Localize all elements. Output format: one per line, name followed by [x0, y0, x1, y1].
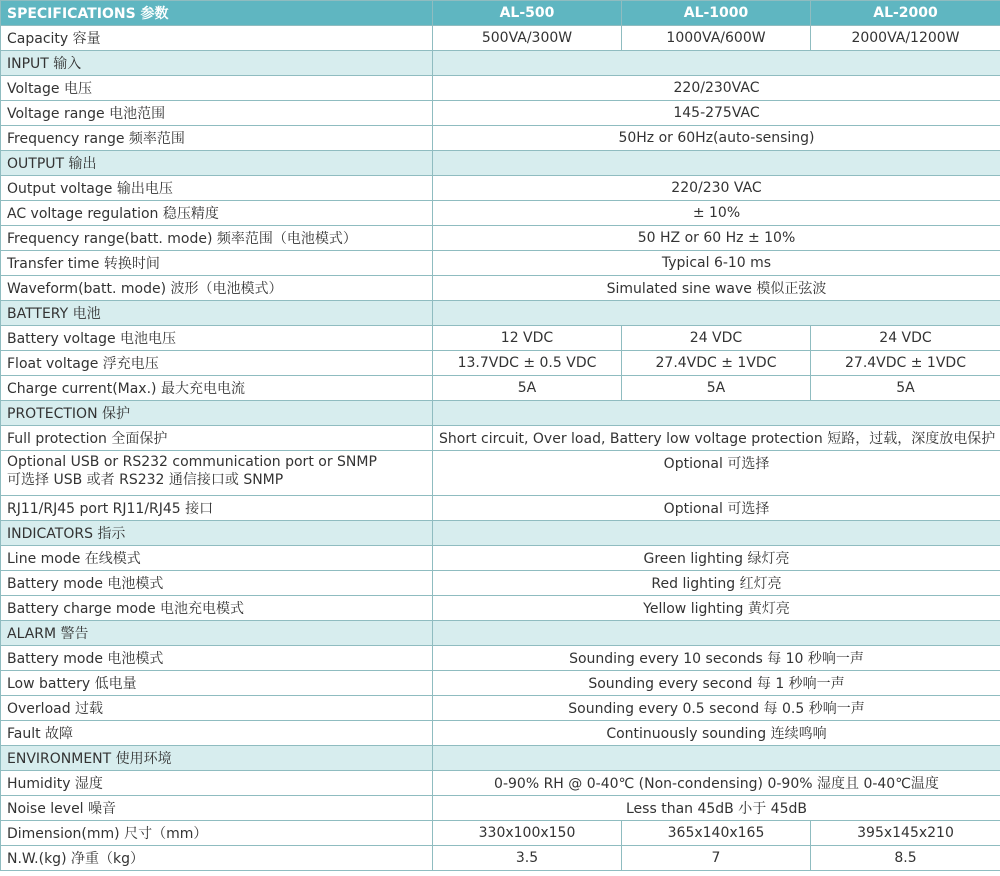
- charge-current-al2000: 5A: [811, 376, 1000, 401]
- voltage-range-value: 145-275VAC: [433, 101, 1000, 126]
- table-row: [1, 326, 1000, 351]
- section-fill: [433, 521, 1000, 546]
- input-voltage-label: Voltage 电压: [1, 76, 433, 101]
- table-row: [1, 76, 1000, 101]
- header-row: [1, 1, 1000, 26]
- float-voltage-label: Float voltage 浮充电压: [1, 351, 433, 376]
- weight-al2000: 8.5: [811, 846, 1000, 871]
- section-fill: [433, 401, 1000, 426]
- section-input: [1, 51, 1000, 76]
- section-title-input: INPUT 输入: [1, 51, 433, 76]
- section-fill: [433, 301, 1000, 326]
- battery-voltage-label: Battery voltage 电池电压: [1, 326, 433, 351]
- charge-mode-label: Battery charge mode 电池充电模式: [1, 596, 433, 621]
- model-header-al2000: AL-2000: [811, 1, 1000, 26]
- waveform-label: Waveform(batt. mode) 波形（电池模式）: [1, 276, 433, 301]
- full-protection-label: Full protection 全面保护: [1, 426, 433, 451]
- float-voltage-al500: 13.7VDC ± 0.5 VDC: [433, 351, 622, 376]
- alarm-battery-mode-value: Sounding every 10 seconds 每 10 秒响一声: [433, 646, 1000, 671]
- capacity-al500: 500VA/300W: [433, 26, 622, 51]
- capacity-label: Capacity 容量: [1, 26, 433, 51]
- frequency-batt-value: 50 HZ or 60 Hz ± 10%: [433, 226, 1000, 251]
- alarm-battery-mode-label: Battery mode 电池模式: [1, 646, 433, 671]
- low-battery-value: Sounding every second 每 1 秒响一声: [433, 671, 1000, 696]
- model-header-al500: AL-500: [433, 1, 622, 26]
- section-indicators: [1, 521, 1000, 546]
- frequency-batt-label: Frequency range(batt. mode) 频率范围（电池模式）: [1, 226, 433, 251]
- humidity-value: 0-90% RH @ 0-40℃ (Non-condensing) 0-90% 湿度且 0-40℃温度: [433, 771, 1000, 796]
- table-row: [1, 696, 1000, 721]
- section-title-environment: ENVIRONMENT 使用环境: [1, 746, 433, 771]
- charge-current-al1000: 5A: [622, 376, 811, 401]
- dimension-al500: 330x100x150: [433, 821, 622, 846]
- transfer-time-label: Transfer time 转换时间: [1, 251, 433, 276]
- dimension-label: Dimension(mm) 尺寸（mm）: [1, 821, 433, 846]
- output-voltage-label: Output voltage 输出电压: [1, 176, 433, 201]
- section-fill: [433, 746, 1000, 771]
- table-row: [1, 646, 1000, 671]
- transfer-time-value: Typical 6-10 ms: [433, 251, 1000, 276]
- overload-value: Sounding every 0.5 second 每 0.5 秒响一声: [433, 696, 1000, 721]
- input-voltage-value: 220/230VAC: [433, 76, 1000, 101]
- frequency-range-value: 50Hz or 60Hz(auto-sensing): [433, 126, 1000, 151]
- fault-value: Continuously sounding 连续鸣响: [433, 721, 1000, 746]
- table-row: [1, 276, 1000, 301]
- usb-port-label-en: Optional USB or RS232 communication port or SNMP: [7, 454, 377, 470]
- table-row: [1, 546, 1000, 571]
- weight-label: N.W.(kg) 净重（kg）: [1, 846, 433, 871]
- spec-header-label: SPECIFICATIONS 参数: [1, 1, 433, 26]
- table-row: [1, 101, 1000, 126]
- battery-voltage-al2000: 24 VDC: [811, 326, 1000, 351]
- section-title-indicators: INDICATORS 指示: [1, 521, 433, 546]
- voltage-range-label: Voltage range 电池范围: [1, 101, 433, 126]
- table-row: [1, 176, 1000, 201]
- float-voltage-al1000: 27.4VDC ± 1VDC: [622, 351, 811, 376]
- dimension-al2000: 395x145x210: [811, 821, 1000, 846]
- section-title-protection: PROTECTION 保护: [1, 401, 433, 426]
- ac-regulation-value: ± 10%: [433, 201, 1000, 226]
- section-protection: [1, 401, 1000, 426]
- table-row: [1, 496, 1000, 521]
- output-voltage-value: 220/230 VAC: [433, 176, 1000, 201]
- waveform-value: Simulated sine wave 模似正弦波: [433, 276, 1000, 301]
- table-row: [1, 571, 1000, 596]
- capacity-al2000: 2000VA/1200W: [811, 26, 1000, 51]
- fault-label: Fault 故障: [1, 721, 433, 746]
- frequency-range-label: Frequency range 频率范围: [1, 126, 433, 151]
- capacity-al1000: 1000VA/600W: [622, 26, 811, 51]
- battery-mode-indicator-label: Battery mode 电池模式: [1, 571, 433, 596]
- section-environment: [1, 746, 1000, 771]
- section-fill: [433, 621, 1000, 646]
- section-battery: [1, 301, 1000, 326]
- section-alarm: [1, 621, 1000, 646]
- table-row: [1, 126, 1000, 151]
- rj-port-value: Optional 可选择: [433, 496, 1000, 521]
- table-row: [1, 771, 1000, 796]
- low-battery-label: Low battery 低电量: [1, 671, 433, 696]
- section-title-output: OUTPUT 输出: [1, 151, 433, 176]
- charge-current-label: Charge current(Max.) 最大充电电流: [1, 376, 433, 401]
- capacity-row: [1, 26, 1000, 51]
- usb-port-label: [1, 451, 433, 496]
- noise-value: Less than 45dB 小于 45dB: [433, 796, 1000, 821]
- dimension-row: [1, 821, 1000, 846]
- rj-port-label: RJ11/RJ45 port RJ11/RJ45 接口: [1, 496, 433, 521]
- charge-current-al500: 5A: [433, 376, 622, 401]
- battery-mode-indicator-value: Red lighting 红灯亮: [433, 571, 1000, 596]
- battery-voltage-al500: 12 VDC: [433, 326, 622, 351]
- overload-label: Overload 过载: [1, 696, 433, 721]
- section-output: [1, 151, 1000, 176]
- weight-al1000: 7: [622, 846, 811, 871]
- humidity-label: Humidity 湿度: [1, 771, 433, 796]
- charge-mode-value: Yellow lighting 黄灯亮: [433, 596, 1000, 621]
- dimension-al1000: 365x140x165: [622, 821, 811, 846]
- float-voltage-al2000: 27.4VDC ± 1VDC: [811, 351, 1000, 376]
- weight-row: [1, 846, 1000, 871]
- table-row: [1, 201, 1000, 226]
- table-row: [1, 426, 1000, 451]
- ac-regulation-label: AC voltage regulation 稳压精度: [1, 201, 433, 226]
- section-title-alarm: ALARM 警告: [1, 621, 433, 646]
- table-row: [1, 796, 1000, 821]
- table-row: [1, 721, 1000, 746]
- section-fill: [433, 151, 1000, 176]
- usb-port-value: Optional 可选择: [433, 451, 1000, 496]
- table-row: [1, 596, 1000, 621]
- usb-port-label-cn: 可选择 USB 或者 RS232 通信接口或 SNMP: [7, 472, 284, 488]
- battery-voltage-al1000: 24 VDC: [622, 326, 811, 351]
- line-mode-value: Green lighting 绿灯亮: [433, 546, 1000, 571]
- model-header-al1000: AL-1000: [622, 1, 811, 26]
- table-row: [1, 226, 1000, 251]
- line-mode-label: Line mode 在线模式: [1, 546, 433, 571]
- table-row: [1, 351, 1000, 376]
- weight-al500: 3.5: [433, 846, 622, 871]
- section-fill: [433, 51, 1000, 76]
- table-row: [1, 376, 1000, 401]
- full-protection-value: Short circuit, Over load, Battery low voltage protection 短路，过载，深度放电保护: [433, 426, 1000, 451]
- noise-label: Noise level 噪音: [1, 796, 433, 821]
- section-title-battery: BATTERY 电池: [1, 301, 433, 326]
- table-row: [1, 251, 1000, 276]
- table-row: [1, 451, 1000, 496]
- table-row: [1, 671, 1000, 696]
